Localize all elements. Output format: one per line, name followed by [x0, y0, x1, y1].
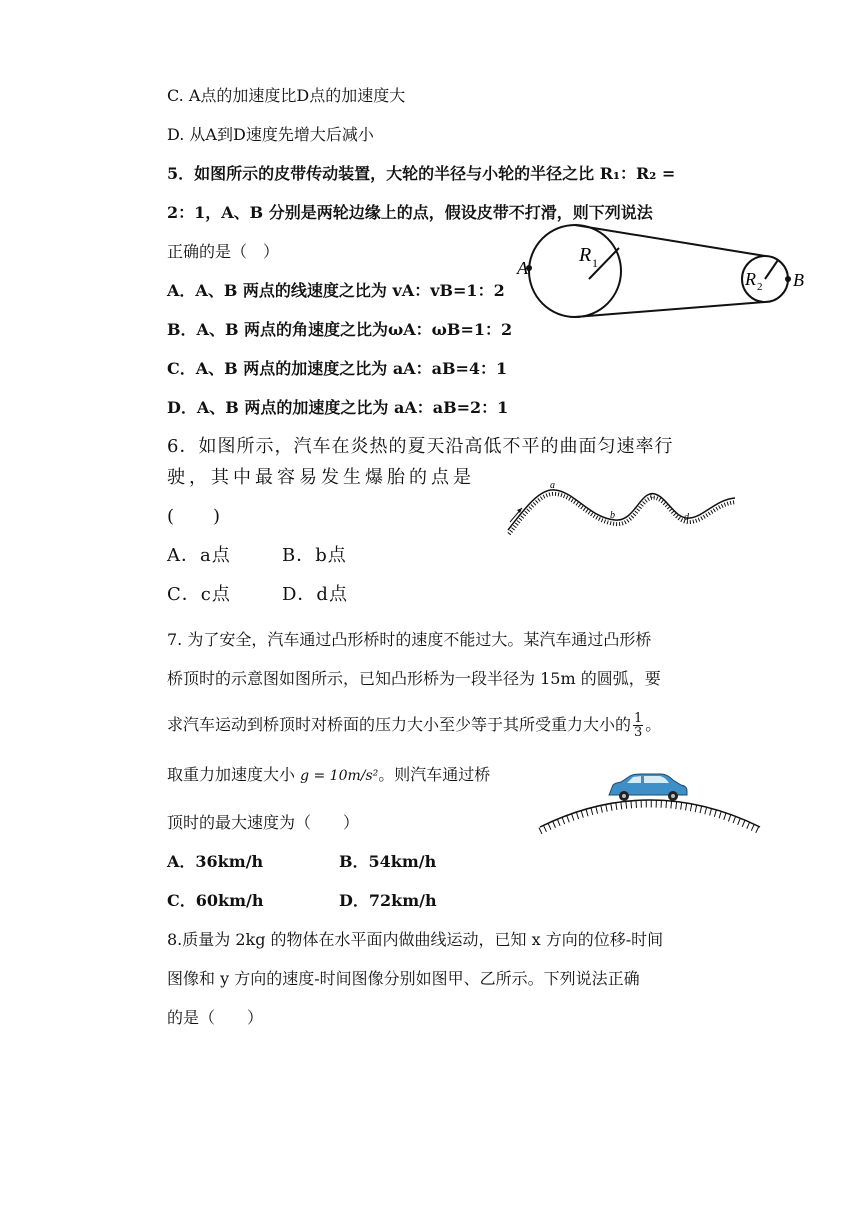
q6-option-a: A．a点 [167, 545, 231, 566]
q7-stem-line-2: 桥顶时的示意图如图所示，已知凸形桥为一段半径为 15m 的圆弧，要 [167, 669, 661, 688]
q6-stem-line-3: ( ) [167, 506, 222, 527]
q7-stem-line-3-end: 。 [645, 715, 662, 734]
q5-option-a: A．A、B 两点的线速度之比为 vA：vB=1：2 [167, 281, 505, 300]
label-b: B [793, 270, 804, 290]
q5-option-d: D．A、B 两点的加速度之比为 aA：aB=2：1 [167, 398, 509, 417]
q7-stem-line-3 [167, 712, 661, 739]
q5-option-b: B．A、B 两点的角速度之比为ωA：ωB=1：2 [167, 320, 513, 339]
q4-option-c: C. A点的加速度比D点的加速度大 [167, 86, 406, 105]
q7-option-c: C．60km/h [167, 891, 264, 910]
q5-stem-line-3: 正确的是（ ） [167, 242, 280, 261]
q7-stem-line-1: 7. 为了安全，汽车通过凸形桥时的速度不能过大。某汽车通过凸形桥 [167, 630, 652, 649]
q6-option-c: C．c点 [167, 584, 231, 605]
point-b-dot [785, 276, 791, 282]
label-r1: R [579, 244, 592, 266]
q6-option-b: B．b点 [282, 545, 347, 566]
radius-r2 [765, 260, 778, 279]
fraction-one-third [633, 712, 643, 739]
car-icon [609, 774, 687, 801]
q7-option-a: A．36km/h [167, 852, 264, 871]
large-wheel [529, 225, 621, 317]
q7-option-d: D．72km/h [339, 891, 437, 910]
q7-stem-line-4-a: 取重力加速度大小 [167, 765, 301, 784]
q8-stem-line-1: 8.质量为 2kg 的物体在水平面内做曲线运动，已知 x 方向的位移-时间 [167, 930, 664, 949]
point-d: d [684, 512, 689, 523]
q7-options-row-2 [167, 891, 437, 911]
q5-stem-line-2: 2：1，A、B 分别是两轮边缘上的点，假设皮带不打滑，则下列说法 [167, 203, 653, 222]
q7-options-row-1 [167, 852, 436, 872]
q7-option-b: B．54km/h [339, 852, 437, 871]
q5-stem-line-1: 5．如图所示的皮带传动装置，大轮的半径与小轮的半径之比 R₁：R₂ = [167, 164, 676, 183]
convex-bridge-figure [535, 765, 765, 840]
fraction-numerator: 1 [634, 711, 643, 726]
belt-top [575, 225, 765, 256]
q8-stem-line-3: 的是（ ） [167, 1008, 264, 1027]
q6-stem-line-2: 驶，其中最容易发生爆胎的点是 [167, 467, 475, 488]
q5-option-c: C．A、B 两点的加速度之比为 aA：aB=4：1 [167, 359, 508, 378]
label-a: A [517, 258, 528, 278]
bridge-arc [540, 800, 760, 827]
q6-options-row-1 [167, 546, 347, 566]
label-r2: R [745, 269, 756, 289]
q7-stem-line-3-text: 求汽车运动到桥顶时对桥面的压力大小至少等于其所受重力大小的 [167, 715, 632, 734]
belt-bottom [575, 302, 765, 317]
q7-stem-line-4 [167, 765, 490, 786]
wavy-road-figure [500, 478, 745, 540]
q4-option-d: D. 从A到D速度先增大后减小 [167, 125, 374, 144]
road-curve [508, 490, 735, 530]
fraction-denominator: 3 [634, 725, 643, 740]
bridge-hatch [540, 804, 760, 831]
point-a: a [550, 480, 555, 491]
q6-stem-line-1: 6．如图所示，汽车在炎热的夏天沿高低不平的曲面匀速率行 [167, 436, 674, 457]
q6-options-row-2 [167, 585, 348, 605]
q7-stem-line-4-b: 。则汽车通过桥 [378, 765, 491, 784]
point-b: b [610, 510, 615, 521]
label-r2-sub: 2 [757, 281, 763, 293]
q6-option-d: D．d点 [282, 584, 348, 605]
gravity-formula: g = 10m/s² [300, 768, 379, 784]
belt-drive-figure [517, 225, 815, 325]
q8-stem-line-2: 图像和 y 方向的速度-时间图像分别如图甲、乙所示。下列说法正确 [167, 969, 640, 988]
q7-stem-line-5: 顶时的最大速度为（ ） [167, 813, 360, 832]
point-c: c [650, 490, 655, 501]
label-r1-sub: 1 [592, 256, 598, 270]
